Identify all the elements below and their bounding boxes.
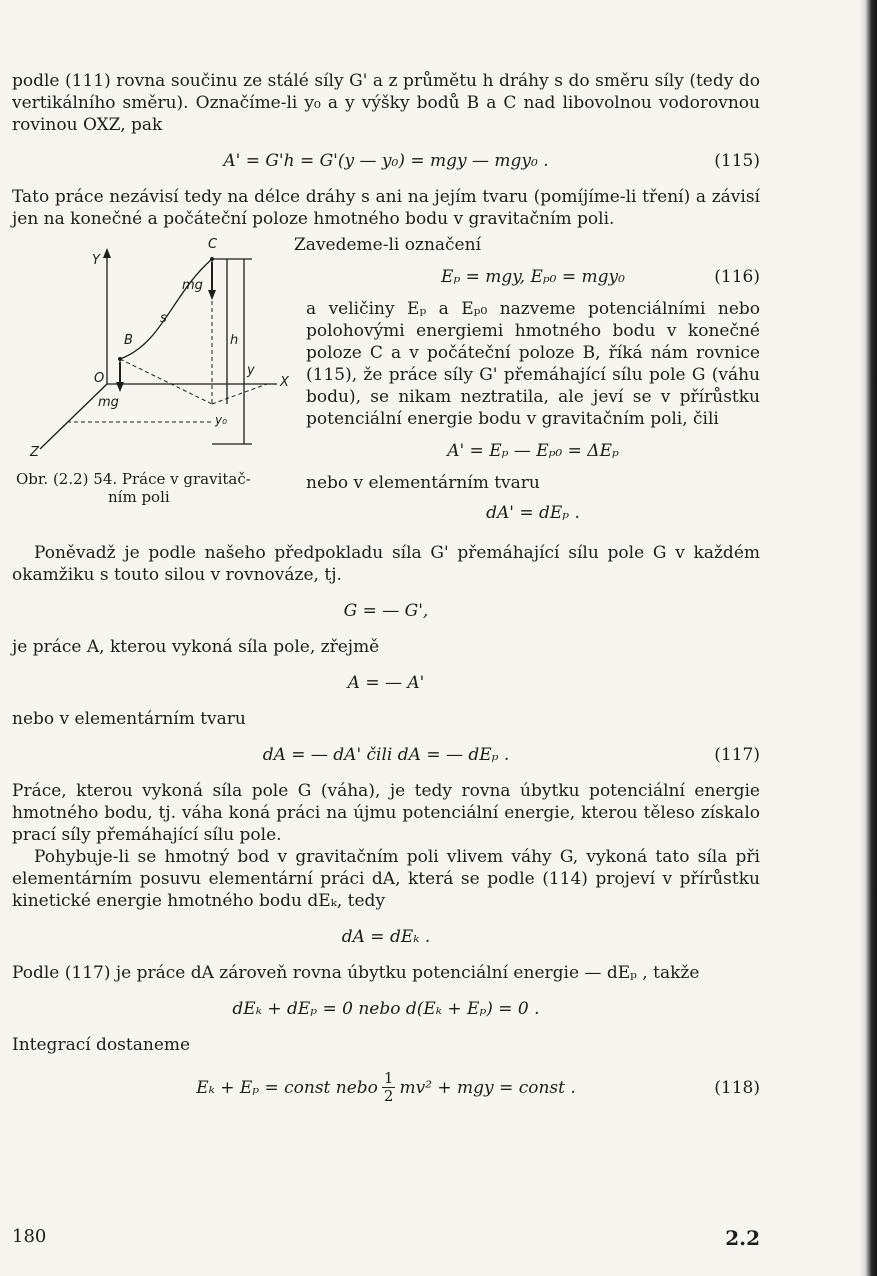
equation-115-body: A' = G'h = G'(y — y₀) = mgy — mgy₀ . [223, 151, 549, 171]
equation-116 [306, 266, 760, 288]
y-arrowhead [103, 248, 111, 258]
equation-118-right: mv² + mgy = const . [399, 1077, 576, 1098]
label-mg-bottom: mg [98, 395, 119, 410]
paragraph-2: Tato práce nezávisí tedy na délce dráhy s ani na jejím tvaru (pomíjíme-li tření) a závisí jen na konečné a počáteční poloze hmotného bodu v gravitačním poli. [12, 187, 760, 229]
figure-54-diagram [12, 234, 302, 464]
label-x: X [280, 375, 289, 390]
equation-118 [12, 1070, 760, 1105]
equation-118-number: (118) [714, 1077, 760, 1098]
page-edge-shadow [859, 0, 877, 1276]
equation-sum [12, 998, 760, 1020]
figure-column [12, 234, 302, 532]
page-footer [12, 1226, 760, 1250]
equation-da-dek [12, 926, 760, 948]
equation-da-prime [306, 502, 760, 524]
equation-118-left: Eₖ + Eₚ = const nebo [196, 1077, 378, 1098]
label-y-axis: Y [92, 253, 100, 268]
equation-delta-ep-body: A' = Eₚ — Eₚ₀ = ΔEₚ [447, 441, 619, 461]
label-o: O [94, 371, 105, 386]
equation-g [12, 600, 760, 622]
figure-caption [16, 470, 302, 506]
paragraph-8: Práce, kterou vykoná síla pole G (váha), je tedy rovna úbytku potenciální energie hmotného bodu, tj. váha koná práci na újmu potenciální energie, kterou těleso získalo prací síly přemáhající sílu pole. [12, 781, 760, 845]
paragraph-4: nebo v elementárním tvaru [306, 473, 540, 493]
paragraph-3: a veličiny Eₚ a Eₚ₀ nazveme potenciálními nebo polohovými energiemi hmotného bodu v konečné poloze C a v počáteční poloze B, říká nám rovnice (115), že práce síly G' přemáhající sílu pole G (váhu bodu), se nikam neztratila, ale jeví se v přírůstku potenciální energie bodu v gravitačním poli, čili [306, 299, 760, 429]
equation-da-dek-body: dA = dEₖ . [341, 927, 431, 947]
point-b [118, 357, 122, 361]
label-y0: y₀ [215, 413, 227, 427]
fraction-denominator: 2 [383, 1087, 394, 1105]
label-mg-top: mg [182, 278, 203, 293]
equation-a [12, 672, 760, 694]
equation-117-number: (117) [714, 745, 760, 765]
equation-da-prime-body: dA' = dEₚ . [486, 503, 580, 523]
paragraph-9: Pohybuje-li se hmotný bod v gravitačním poli vlivem váhy G, vykoná tato síla při elementárním posuvu elementární práci dA, která se podle (114) projeví v přírůstku kinetické energie hmotného bodu dEₖ, tedy [12, 847, 760, 911]
dashed-b-line [120, 359, 212, 404]
equation-116-body: Eₚ = mgy, Eₚ₀ = mgy₀ [441, 267, 625, 287]
paragraph-11: Integrací dostaneme [12, 1035, 191, 1055]
paragraph-1: podle (111) rovna součinu ze stálé síly G' a z průmětu h dráhy s do směru síly (tedy do vertikálního směru). Označíme-li y₀ a y výšky bodů B a C nad libovolnou vodorovnou rovinou OXZ, pak [12, 71, 760, 135]
dashed-diag [212, 384, 267, 404]
fraction-numerator: 1 [383, 1069, 394, 1087]
label-b: B [124, 333, 133, 348]
paragraph-7: nebo v elementárním tvaru [12, 709, 246, 729]
label-y: y [247, 363, 255, 378]
equation-117-body: dA = — dA' čili dA = — dEₚ . [262, 745, 510, 765]
equation-delta-ep [306, 440, 760, 462]
trajectory-s [120, 259, 212, 359]
figure-caption-line-1: Obr. (2.2) 54. Práce v gravitač- [16, 470, 251, 488]
equation-117 [12, 744, 760, 766]
paragraph-6: je práce A, kterou vykoná síla pole, zřejmě [12, 637, 380, 657]
label-z: Z [30, 445, 39, 460]
z-axis [40, 384, 107, 449]
equation-118-fraction [382, 1070, 396, 1105]
equation-sum-body: dEₖ + dEₚ = 0 nebo d(Eₖ + Eₚ) = 0 . [232, 999, 540, 1019]
page-number: 180 [12, 1226, 47, 1247]
section-number: 2.2 [725, 1226, 760, 1250]
label-h: h [230, 333, 239, 348]
label-c: C [208, 237, 218, 252]
equation-116-number: (116) [714, 267, 760, 287]
equation-115 [12, 150, 760, 172]
mg-top-arrowhead [208, 290, 216, 300]
mg-bottom-arrowhead [116, 382, 124, 392]
paragraph-5: Poněvadž je podle našeho předpokladu síla G' přemáhající sílu pole G v každém okamžiku s touto silou v rovnováze, tj. [12, 543, 760, 585]
point-c [210, 257, 214, 261]
label-s: s [160, 311, 167, 326]
figure-row [12, 234, 760, 532]
paragraph-3-lead: Zavedeme-li označení [294, 235, 481, 255]
figure-caption-line-2: ním poli [108, 488, 170, 506]
equation-g-body: G = — G', [343, 601, 429, 621]
equation-115-number: (115) [714, 151, 760, 171]
document-page [12, 70, 760, 1119]
figure-side-text [294, 234, 760, 532]
paragraph-10: Podle (117) je práce dA zároveň rovna úbytku potenciální energie — dEₚ , takže [12, 963, 700, 983]
equation-a-body: A = — A' [347, 673, 425, 693]
